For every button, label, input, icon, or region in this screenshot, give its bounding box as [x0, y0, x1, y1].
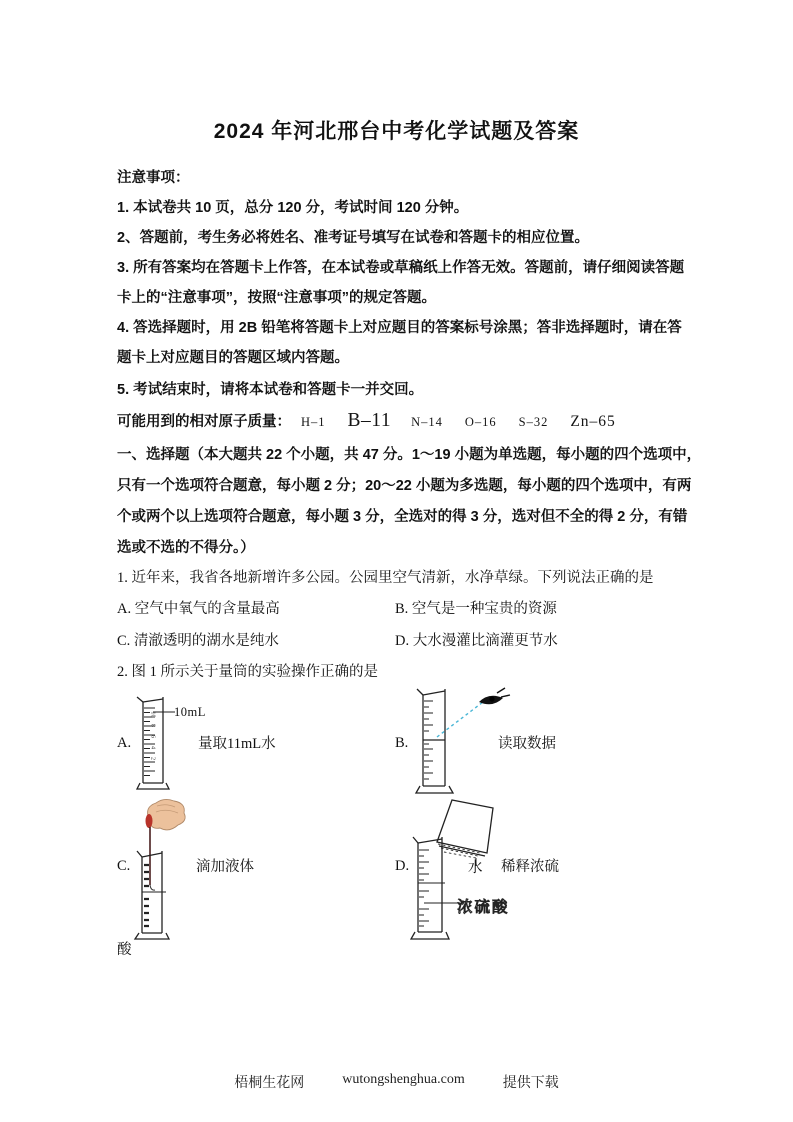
notice-line-5: 5. 考试结束时，请将本试卷和答题卡一并交回。	[117, 382, 424, 398]
question-1-text: 1. 近年来，我省各地新增许多公园。公园里空气清新，水净草绿。下列说法正确的是	[117, 570, 654, 586]
relative-atomic-mass-line	[117, 410, 616, 432]
atomic-mass-label: 可能用到的相对原子质量：	[117, 414, 291, 430]
eye-icon	[479, 688, 510, 704]
graduated-cylinder-c	[135, 851, 169, 939]
notice-line-2: 2、答题前，考生务必将姓名、准考证号填写在试卷和答题卡的相应位置。	[117, 230, 590, 246]
atomic-mass-B: B–11	[347, 410, 392, 431]
figure-b-caption: 读取数据	[498, 736, 556, 752]
question-1-option-a: A. 空气中氧气的含量最高	[117, 601, 280, 617]
hand-dropper-icon	[146, 799, 186, 890]
atomic-mass-H: H–1	[301, 415, 326, 429]
dropper-bulb	[146, 814, 153, 828]
figure-d-caption-continuation: 酸	[117, 942, 132, 958]
scale-number: 8	[149, 723, 157, 728]
graduated-cylinder-d	[411, 837, 460, 939]
atomic-mass-O: O–16	[464, 415, 497, 429]
sight-line-dashed	[437, 702, 483, 737]
beaker-icon	[437, 800, 493, 856]
notice-line-4a: 4. 答选择题时，用 2B 铅笔将答题卡上对应题目的答案标号涂黑；答非选择题时，请在答	[117, 320, 682, 336]
question-1-option-d: D. 大水漫灌比滴灌更节水	[395, 633, 558, 649]
atomic-mass-Zn: Zn–65	[570, 413, 616, 430]
notice-line-3a: 3. 所有答案均在答题卡上作答，在本试卷或草稿纸上作答无效。答题前，请仔细阅读答题	[117, 260, 685, 276]
section-one-line-4: 选或不选的不得分。）	[117, 540, 255, 556]
question-1-option-c: C. 清澈透明的湖水是纯水	[117, 633, 279, 649]
footer-site-name: 梧桐生花网	[234, 1076, 305, 1091]
notice-heading: 注意事项：	[117, 170, 190, 186]
figure-d-caption: 稀释浓硫	[501, 859, 559, 875]
question-2-text: 2. 图 1 所示关于量筒的实验操作正确的是	[117, 664, 378, 680]
figure-a-volume-annotation: 10mL	[174, 705, 206, 719]
section-one-line-2: 只有一个选项符合题意，每小题 2 分；20～22 小题为多选题，每小题的四个选项中，有两	[117, 478, 692, 494]
footer-site-url: wutongshenghua.com	[342, 1072, 465, 1087]
section-one-line-1: 一、选择题（本大题共 22 个小题，共 47 分。1～19 小题为单选题，每小题的四个选项中，	[117, 447, 702, 463]
atomic-mass-S: S–32	[518, 415, 549, 429]
figure-c-caption: 滴加液体	[196, 859, 254, 875]
water-label: 水	[468, 860, 483, 876]
notice-line-3b: 卡上的“注意事项”，按照“注意事项”的规定答题。	[117, 290, 436, 306]
scale-number: 10	[149, 711, 157, 718]
footer-download-note: 提供下载	[502, 1076, 559, 1091]
scale-number: 4	[149, 745, 157, 750]
footer	[0, 1072, 793, 1092]
notice-line-1: 1. 本试卷共 10 页，总分 120 分，考试时间 120 分钟。	[117, 200, 469, 216]
figure-c-label: C.	[117, 858, 131, 874]
concentrated-acid-label: 浓硫酸	[457, 899, 510, 916]
scale-number: 2	[149, 756, 157, 761]
notice-line-4b: 题卡上对应题目的答题区域内答题。	[117, 350, 349, 366]
atomic-mass-N: N–14	[411, 415, 443, 429]
figure-a-caption: 量取11mL水	[198, 736, 276, 752]
figure-d-label: D.	[395, 858, 410, 874]
section-one-line-3: 个或两个以上选项符合题意，每小题 3 分，全选对的得 3 分，选对但不全的得 2 分，有错	[117, 509, 688, 525]
figure-b-label: B.	[395, 735, 409, 751]
scale-number: 6	[149, 734, 157, 739]
page-title: 2024 年河北邢台中考化学试题及答案	[213, 120, 580, 143]
figure-a-label: A.	[117, 735, 132, 751]
question-1-option-b: B. 空气是一种宝贵的资源	[395, 601, 557, 617]
cylinder-a-scale-numbers	[148, 709, 158, 764]
